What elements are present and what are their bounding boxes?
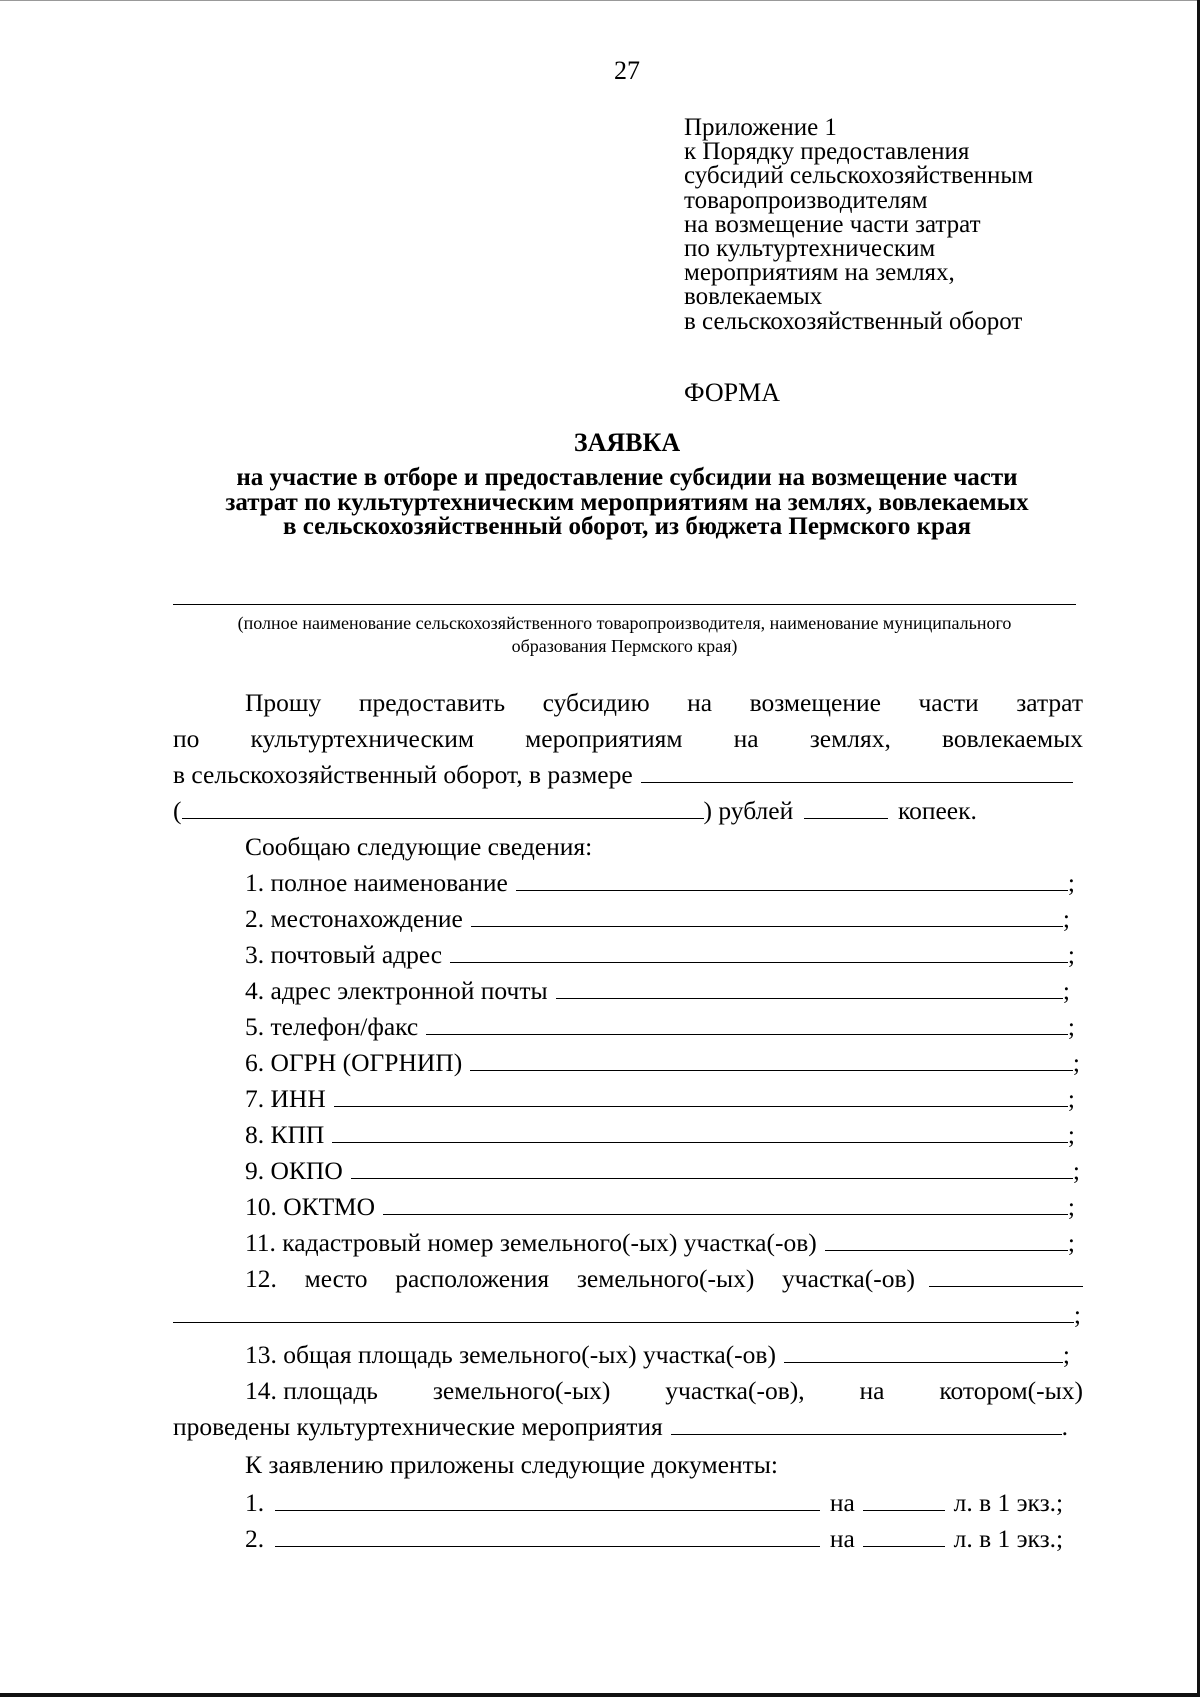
caption-line: (полное наименование сельскохозяйственного товаропроизводителя, наименование муниципального	[237, 613, 1012, 633]
field-input[interactable]	[825, 1228, 1068, 1251]
field-okpo: 9. ОКПО ;	[245, 1156, 1080, 1185]
field-email: 4. адрес электронной почты ;	[245, 976, 1070, 1005]
attachment-sheets-field[interactable]	[863, 1524, 945, 1547]
attachment-row: 2. на л. в 1 экз.;	[245, 1524, 1064, 1553]
attachment-name-field[interactable]	[275, 1488, 820, 1511]
field-oktmo: 10. ОКТМО ;	[245, 1192, 1075, 1221]
amount-words-field[interactable]	[182, 796, 704, 819]
field-input[interactable]	[332, 1120, 1068, 1143]
subtitle-line: затрат по культуртехническим мероприятиям на землях, вовлекаемых	[225, 488, 1029, 516]
appendix-line: к Порядку предоставления	[684, 138, 970, 166]
appendix-line: по культуртехническим	[684, 235, 936, 263]
field-ogrn: 6. ОГРН (ОГРНИП) ;	[245, 1048, 1080, 1077]
appendix-line: товаропроизводителям	[684, 186, 928, 214]
appendix-line: субсидий сельскохозяйственным	[684, 162, 1034, 190]
attachment-name-field[interactable]	[275, 1524, 820, 1547]
field-input[interactable]	[516, 868, 1068, 891]
document-title: ЗАЯВКА	[573, 428, 681, 457]
appendix-line: в сельскохозяйственный оборот	[684, 307, 1023, 335]
field-land-location-cont: ;	[173, 1300, 1081, 1330]
field-input[interactable]	[471, 904, 1063, 927]
subtitle-line: на участие в отборе и предоставление субсидии на возмещение части	[236, 464, 1018, 491]
field-location: 2. местонахождение ;	[245, 904, 1070, 933]
appendix-block	[684, 116, 1124, 334]
kopecks-field[interactable]	[804, 796, 888, 819]
appendix-line: мероприятиям на землях,	[684, 259, 955, 287]
field-input[interactable]	[784, 1340, 1063, 1363]
field-treated-area-cont: проведены культуртехнические мероприятия .	[173, 1412, 1068, 1441]
field-input[interactable]	[450, 940, 1068, 963]
field-full-name: 1. полное наименование ;	[245, 868, 1075, 897]
request-line-4: ( ) рублей копеек.	[173, 796, 977, 825]
info-intro: Сообщаю следующие сведения:	[245, 832, 593, 861]
field-input[interactable]	[173, 1300, 1074, 1323]
applicant-name-field[interactable]	[173, 604, 1076, 605]
field-total-area: 13. общая площадь земельного(-ых) участка(-ов) ;	[245, 1340, 1070, 1369]
field-treated-area: 14. площадь земельного(-ых) участка(-ов), на котором(-ых)	[245, 1376, 1083, 1405]
field-kpp: 8. КПП ;	[245, 1120, 1075, 1149]
page-edge-top	[0, 0, 1200, 1]
field-postal-address: 3. почтовый адрес ;	[245, 940, 1075, 969]
field-input[interactable]	[671, 1412, 1062, 1435]
appendix-line: вовлекаемых	[684, 283, 823, 311]
applicant-name-caption	[173, 612, 1076, 658]
field-cadastral-number: 11. кадастровый номер земельного(-ых) участка(-ов) ;	[245, 1228, 1075, 1257]
document-subtitle	[170, 466, 1084, 540]
field-phone-fax: 5. телефон/факс ;	[245, 1012, 1075, 1041]
field-input[interactable]	[929, 1264, 1083, 1287]
attachment-row: 1. на л. в 1 экз.;	[245, 1488, 1064, 1517]
page-edge-bottom	[0, 1693, 1200, 1697]
caption-line: образования Пермского края)	[511, 636, 738, 656]
field-land-location: 12. место расположения земельного(-ых) участка(-ов)	[245, 1264, 1083, 1294]
field-input[interactable]	[383, 1192, 1068, 1215]
field-input[interactable]	[334, 1084, 1068, 1107]
attachments-intro: К заявлению приложены следующие документы:	[245, 1450, 779, 1479]
field-input[interactable]	[470, 1048, 1073, 1071]
attachment-sheets-field[interactable]	[863, 1488, 945, 1511]
field-input[interactable]	[351, 1156, 1073, 1179]
field-input[interactable]	[556, 976, 1063, 999]
field-inn: 7. ИНН ;	[245, 1084, 1075, 1113]
appendix-line: Приложение 1	[684, 114, 837, 141]
field-input[interactable]	[426, 1012, 1068, 1035]
appendix-line: на возмещение части затрат	[684, 210, 981, 238]
page-number: 27	[614, 56, 640, 85]
subtitle-line: в сельскохозяйственный оборот, из бюджета Пермского края	[282, 513, 971, 540]
request-line-3: в сельскохозяйственный оборот, в размере	[173, 760, 1073, 790]
request-line-1: Прошу предоставить субсидию на возмещение части затрат	[245, 688, 1083, 717]
request-line-2: по культуртехническим мероприятиям на землях, вовлекаемых	[173, 724, 1083, 753]
form-label: ФОРМА	[684, 378, 780, 407]
amount-field[interactable]	[641, 760, 1073, 783]
